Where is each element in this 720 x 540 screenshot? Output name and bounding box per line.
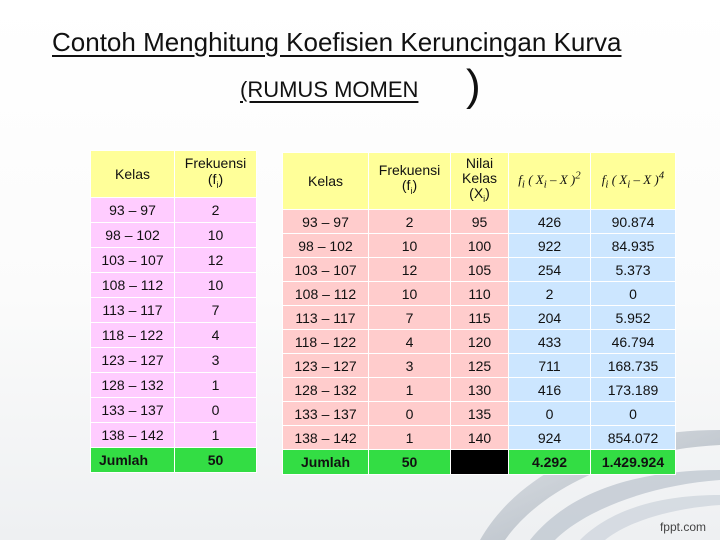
total-frequency: 50 (369, 450, 451, 475)
table-row (91, 248, 257, 273)
cell-kelas: 103 – 107 (91, 248, 175, 273)
table-total-row (283, 450, 676, 475)
cell-nilai-kelas: 115 (451, 306, 509, 330)
cell-kelas: 123 – 127 (283, 354, 369, 378)
cell-kelas: 113 – 117 (91, 298, 175, 323)
cell-nilai-kelas: 140 (451, 426, 509, 450)
cell-sq-deviation: 922 (509, 234, 591, 258)
cell-kelas: 128 – 132 (91, 373, 175, 398)
cell-frekuensi: 12 (369, 258, 451, 282)
total-sum-squared: 4.292 (509, 450, 591, 475)
table-row (283, 210, 676, 234)
table-row (283, 282, 676, 306)
cell-sq-deviation: 204 (509, 306, 591, 330)
table-row (91, 273, 257, 298)
cell-frekuensi: 4 (369, 330, 451, 354)
cell-kelas: 133 – 137 (283, 402, 369, 426)
cell-frekuensi: 3 (369, 354, 451, 378)
cell-kelas: 108 – 112 (283, 282, 369, 306)
cell-kelas: 128 – 132 (283, 378, 369, 402)
header-fi-deviation-squared: $f_i$ ( $X_i$ – X )$^2$ (509, 153, 591, 210)
table-row (283, 378, 676, 402)
cell-kelas: 118 – 122 (283, 330, 369, 354)
cell-kelas: 108 – 112 (91, 273, 175, 298)
header-nilai-kelas: Nilai Kelas $(X_i)$ (451, 153, 509, 210)
total-sum-fourth: 1.429.924 (591, 450, 676, 475)
table-row (283, 330, 676, 354)
slide-title: Contoh Menghitung Koefisien Keruncingan Kurva (52, 27, 622, 57)
cell-sq-deviation: 254 (509, 258, 591, 282)
table-row (91, 373, 257, 398)
table-row (91, 298, 257, 323)
cell-kelas: 133 – 137 (91, 398, 175, 423)
cell-frekuensi: 7 (175, 298, 257, 323)
cell-frekuensi: 10 (369, 234, 451, 258)
cell-fourth-deviation: 0 (591, 282, 676, 306)
table-row (283, 306, 676, 330)
cell-fourth-deviation: 46.794 (591, 330, 676, 354)
cell-nilai-kelas: 120 (451, 330, 509, 354)
table-row (283, 354, 676, 378)
cell-kelas: 98 – 102 (91, 223, 175, 248)
cell-nilai-kelas: 110 (451, 282, 509, 306)
total-blank-cell (451, 450, 509, 475)
header-frekuensi: Frekuensi $(f_i)$ (175, 151, 257, 198)
table-row (91, 398, 257, 423)
total-label: Jumlah (283, 450, 369, 475)
table-row (283, 258, 676, 282)
slide-subtitle: (RUMUS MOMEN (240, 77, 419, 102)
cell-nilai-kelas: 95 (451, 210, 509, 234)
cell-nilai-kelas: 135 (451, 402, 509, 426)
cell-frekuensi: 1 (369, 426, 451, 450)
cell-sq-deviation: 711 (509, 354, 591, 378)
table-row (283, 426, 676, 450)
frequency-table (90, 150, 257, 473)
cell-frekuensi: 7 (369, 306, 451, 330)
header-kelas: Kelas (283, 153, 369, 210)
table-header-row (283, 153, 676, 210)
table-row (283, 402, 676, 426)
footer-brand: fppt.com (659, 520, 706, 534)
cell-nilai-kelas: 105 (451, 258, 509, 282)
cell-frekuensi: 12 (175, 248, 257, 273)
cell-fourth-deviation: 0 (591, 402, 676, 426)
table-total-row (91, 448, 257, 473)
cell-fourth-deviation: 168.735 (591, 354, 676, 378)
cell-kelas: 93 – 97 (91, 198, 175, 223)
cell-frekuensi: 0 (369, 402, 451, 426)
cell-frekuensi: 0 (175, 398, 257, 423)
table-row (91, 323, 257, 348)
table-row (91, 423, 257, 448)
cell-fourth-deviation: 90.874 (591, 210, 676, 234)
table-row (283, 234, 676, 258)
cell-kelas: 93 – 97 (283, 210, 369, 234)
cell-kelas: 138 – 142 (91, 423, 175, 448)
cell-fourth-deviation: 173.189 (591, 378, 676, 402)
cell-frekuensi: 3 (175, 348, 257, 373)
cell-kelas: 103 – 107 (283, 258, 369, 282)
cell-nilai-kelas: 125 (451, 354, 509, 378)
header-fi-deviation-fourth: $f_i$ ( $X_i$ – X )$^4$ (591, 153, 676, 210)
header-frekuensi: Frekuensi $(f_i)$ (369, 153, 451, 210)
table-row (91, 223, 257, 248)
cell-kelas: 118 – 122 (91, 323, 175, 348)
cell-fourth-deviation: 854.072 (591, 426, 676, 450)
cell-nilai-kelas: 100 (451, 234, 509, 258)
cell-kelas: 138 – 142 (283, 426, 369, 450)
cell-frekuensi: 1 (369, 378, 451, 402)
subtitle-closing-paren: ) (466, 61, 481, 110)
cell-frekuensi: 1 (175, 423, 257, 448)
cell-nilai-kelas: 130 (451, 378, 509, 402)
cell-frekuensi: 10 (175, 223, 257, 248)
cell-sq-deviation: 924 (509, 426, 591, 450)
cell-sq-deviation: 426 (509, 210, 591, 234)
cell-frekuensi: 2 (175, 198, 257, 223)
cell-frekuensi: 10 (175, 273, 257, 298)
table-row (91, 348, 257, 373)
cell-kelas: 113 – 117 (283, 306, 369, 330)
cell-sq-deviation: 433 (509, 330, 591, 354)
cell-frekuensi: 10 (369, 282, 451, 306)
moment-calculation-table (282, 152, 676, 475)
total-value: 50 (175, 448, 257, 473)
cell-sq-deviation: 0 (509, 402, 591, 426)
cell-fourth-deviation: 84.935 (591, 234, 676, 258)
cell-fourth-deviation: 5.373 (591, 258, 676, 282)
cell-sq-deviation: 2 (509, 282, 591, 306)
total-label: Jumlah (91, 448, 175, 473)
cell-kelas: 98 – 102 (283, 234, 369, 258)
cell-frekuensi: 4 (175, 323, 257, 348)
cell-kelas: 123 – 127 (91, 348, 175, 373)
cell-frekuensi: 1 (175, 373, 257, 398)
cell-frekuensi: 2 (369, 210, 451, 234)
table-row (91, 198, 257, 223)
header-kelas: Kelas (91, 151, 175, 198)
table-header-row (91, 151, 257, 198)
cell-fourth-deviation: 5.952 (591, 306, 676, 330)
cell-sq-deviation: 416 (509, 378, 591, 402)
